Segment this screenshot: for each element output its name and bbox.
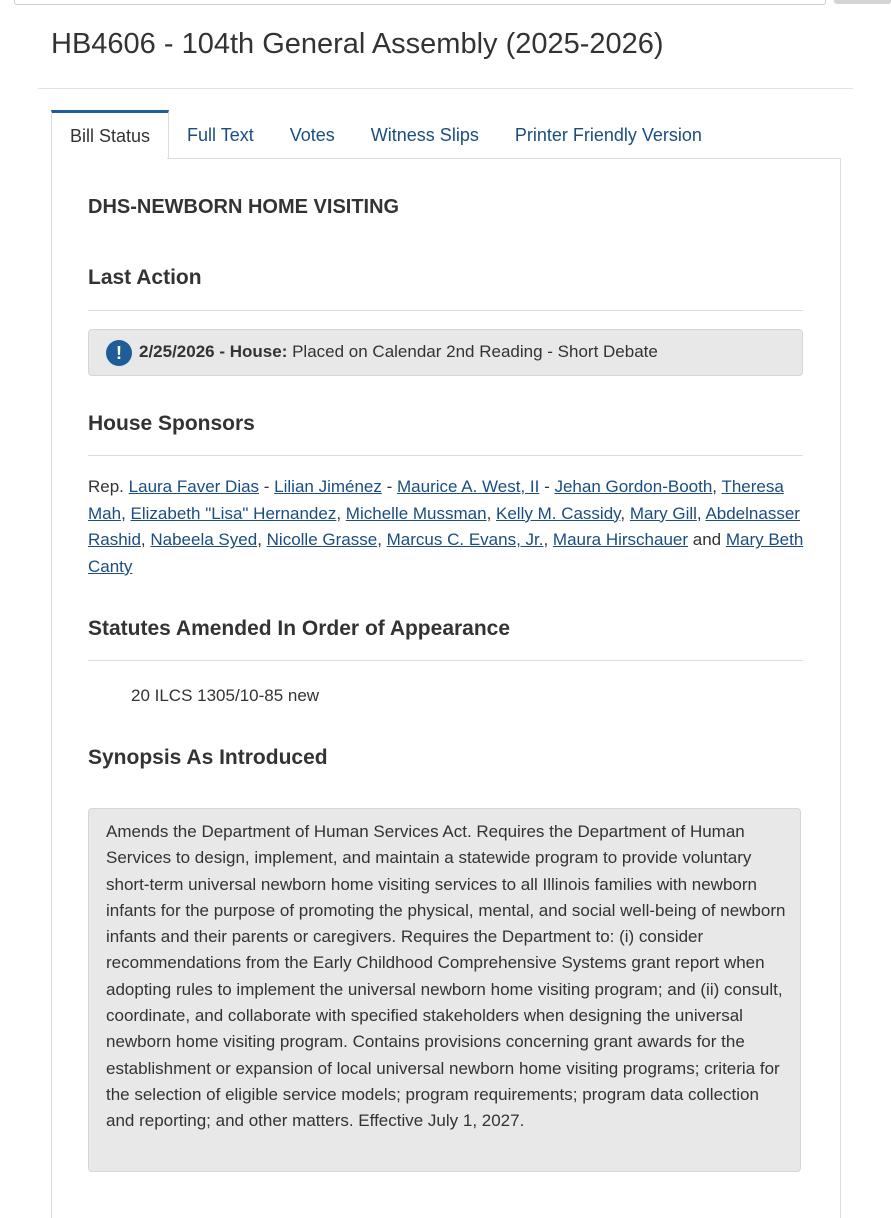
separator: ,: [336, 503, 346, 523]
alert-circle-icon: !: [106, 340, 132, 366]
synopsis-text: Amends the Department of Human Services Act. Requires the Department of Human Services to design, implement, and maintain a statewide program to provide voluntary short-term universal newborn home visiting services to all Illinois families with newborn infants for the purpose of promoting the physical, mental, and social well-being of newborn infants and their parents or caregivers. Requires the Department to: (i) consider recommendations from the Early Childhood Comprehensive Systems grant report when adopting rules to implement the universal newborn home visiting program; and (ii) consult, coordinate, and collaborate with specified stakeholders when designing the universal newborn home visiting program. Contains provisions concerning grant awards for the establishment or expansion of local universal newborn home visiting programs; criteria for the selection of eligible service models; program requirements; program data collection and reporting; and other matters. Effective July 1, 2027.: [106, 822, 786, 1131]
search-input[interactable]: [14, 0, 826, 5]
separator: ,: [712, 477, 722, 496]
synopsis-box: [88, 808, 801, 1172]
separator: and: [688, 530, 726, 550]
last-action-date: 2/25/2026 - House:: [139, 342, 288, 361]
tab-votes[interactable]: Votes: [289, 125, 335, 145]
separator: ,: [486, 503, 497, 523]
sponsor-link[interactable]: Jehan Gordon-Booth: [554, 477, 713, 496]
sponsor-link[interactable]: Mary Gill: [629, 503, 697, 523]
section-divider: [88, 455, 803, 456]
sponsor-list: [88, 474, 808, 580]
separator: ,: [543, 530, 553, 550]
sponsor-link[interactable]: Theresa Mah: [88, 477, 784, 523]
sponsor-link[interactable]: Kelly M. Cassidy: [496, 503, 621, 523]
separator: -: [259, 477, 275, 496]
sponsor-link[interactable]: Laura Faver Dias: [128, 477, 260, 496]
statute-item: 20 ILCS 1305/10-85 new: [131, 686, 320, 705]
section-divider: [88, 310, 803, 311]
tab-full-text[interactable]: Full Text: [187, 125, 254, 145]
sponsor-link[interactable]: Nabeela Syed: [150, 530, 258, 550]
separator: ,: [377, 530, 387, 550]
page-title: HB4606 - 104th General Assembly (2025-2026): [51, 28, 664, 60]
sponsor-link[interactable]: Elizabeth "Lisa" Hernandez: [130, 503, 337, 523]
separator: ,: [121, 503, 131, 523]
last-action-text: [139, 342, 658, 362]
separator: ,: [140, 530, 151, 550]
title-divider: [38, 88, 853, 89]
separator: -: [381, 477, 397, 496]
tab-bar: [51, 110, 720, 159]
last-action-heading: Last Action: [88, 266, 202, 289]
tab-witness-slips[interactable]: Witness Slips: [370, 125, 479, 145]
sponsor-link[interactable]: Marcus C. Evans, Jr.: [386, 530, 544, 550]
last-action-description: Placed on Calendar 2nd Reading - Short Debate: [292, 342, 658, 361]
tab-bill-status[interactable]: Bill Status: [51, 110, 169, 159]
section-divider: [88, 660, 803, 661]
house-sponsors-heading: House Sponsors: [88, 412, 255, 435]
synopsis-heading: Synopsis As Introduced: [88, 746, 328, 769]
bill-short-title: DHS-NEWBORN HOME VISITING: [88, 196, 400, 218]
tab-printer-friendly[interactable]: Printer Friendly Version: [514, 125, 702, 145]
sponsor-prefix: Rep.: [88, 477, 124, 496]
panel-top-border: [167, 158, 840, 159]
separator: ,: [620, 503, 630, 523]
sponsor-link[interactable]: Abdelnasser Rashid: [88, 503, 800, 550]
sponsor-link[interactable]: Lilian Jiménez: [274, 477, 382, 496]
sponsor-link[interactable]: Michelle Mussman: [345, 503, 487, 523]
last-action-alert: [88, 329, 803, 376]
sponsor-link[interactable]: Mary Beth Canty: [88, 530, 804, 576]
separator: ,: [257, 530, 267, 550]
sponsor-link[interactable]: Maura Hirschauer: [552, 530, 689, 550]
statutes-heading: Statutes Amended In Order of Appearance: [88, 617, 511, 640]
sponsor-link[interactable]: Nicolle Grasse: [266, 530, 378, 550]
separator: -: [539, 477, 555, 496]
separator: ,: [696, 503, 706, 523]
search-button[interactable]: [834, 0, 891, 4]
sponsor-link[interactable]: Maurice A. West, II: [397, 477, 540, 496]
